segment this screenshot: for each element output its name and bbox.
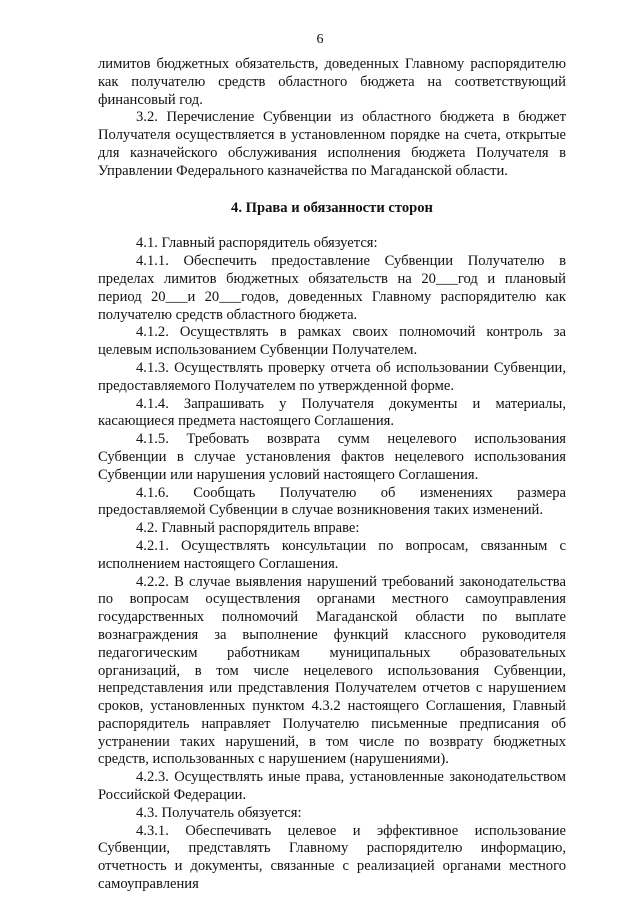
paragraph-4-1-6: 4.1.6. Сообщать Получателю об изменениях размера предоставляемой Субвенции в случае возникновения таких изменений. <box>98 484 566 519</box>
paragraph-4-2-3: 4.2.3. Осуществлять иные права, установленные законодательством Российской Федерации. <box>98 769 566 804</box>
paragraph-4-1-5: 4.1.5. Требовать возврата сумм нецелевого использования Субвенции в случае установления фактов нецелевого использования Субвенции или нарушения условий настоящего Соглашения. <box>98 431 566 483</box>
document-body <box>98 56 566 894</box>
paragraph-4-1: 4.1. Главный распорядитель обязуется: <box>136 235 378 252</box>
paragraph-3-2: 3.2. Перечисление Субвенции из областного бюджета в бюджет Получателя осуществляется в установленном порядке на счета, открытые для казначейского обслуживания исполнения бюджета Получателя в Управлении Федерального казначейства по Магаданской области. <box>98 109 566 179</box>
paragraph-4-2: 4.2. Главный распорядитель вправе: <box>136 520 360 537</box>
paragraph-4-1-3: 4.1.3. Осуществлять проверку отчета об использовании Субвенции, предоставляемого Получателем по утвержденной форме. <box>98 359 566 394</box>
paragraph-4-3-1: 4.3.1. Обеспечивать целевое и эффективное использование Субвенции, представлять Главному распорядителю информацию, отчетность и документы, связанные с реализацией органами местного самоуправления <box>98 822 566 893</box>
paragraph-4-1-4: 4.1.4. Запрашивать у Получателя документы и материалы, касающиеся предмета настоящего Соглашения. <box>98 395 566 430</box>
page-number: 6 <box>316 32 324 47</box>
paragraph-4-3: 4.3. Получатель обязуется: <box>136 804 302 821</box>
paragraph-4-2-2: 4.2.2. В случае выявления нарушений требований законодательства по вопросам осуществления органами местного самоуправления государственных полномочий Магаданской области по выплате вознаграждения за выполнение функций классного руководителя педагогическим работникам муниципальных образовательных организаций, в том числе нецелевого использования Субвенции, непредставления или представления Получателем отчетов с нарушением сроков, установленных пунктом 4.3.2 настоящего Соглашения, Главный распорядитель направляет Получателю письменные предписания об устранении таких нарушений, в том числе по возврату бюджетных средств, использованных с нарушением (нарушениями). <box>98 573 566 768</box>
section-heading: 4. Права и обязанности сторон <box>231 199 433 216</box>
paragraph-4-2-1: 4.2.1. Осуществлять консультации по вопросам, связанным с исполнением настоящего Соглашения. <box>98 537 566 572</box>
paragraph-4-1-2: 4.1.2. Осуществлять в рамках своих полномочий контроль за целевым использованием Субвенции Получателем. <box>98 324 566 359</box>
paragraph-4-1-1: 4.1.1. Обеспечить предоставление Субвенции Получателю в пределах лимитов бюджетных обязательств на 20___год и плановый период 20___и 20___годов, доведенных Главному распорядителю как получателю средств областного бюджета. <box>98 253 566 323</box>
paragraph-continuation: лимитов бюджетных обязательств, доведенных Главному распорядителю как получателю средств областного бюджета на соответствующий финансовый год. <box>98 56 566 108</box>
